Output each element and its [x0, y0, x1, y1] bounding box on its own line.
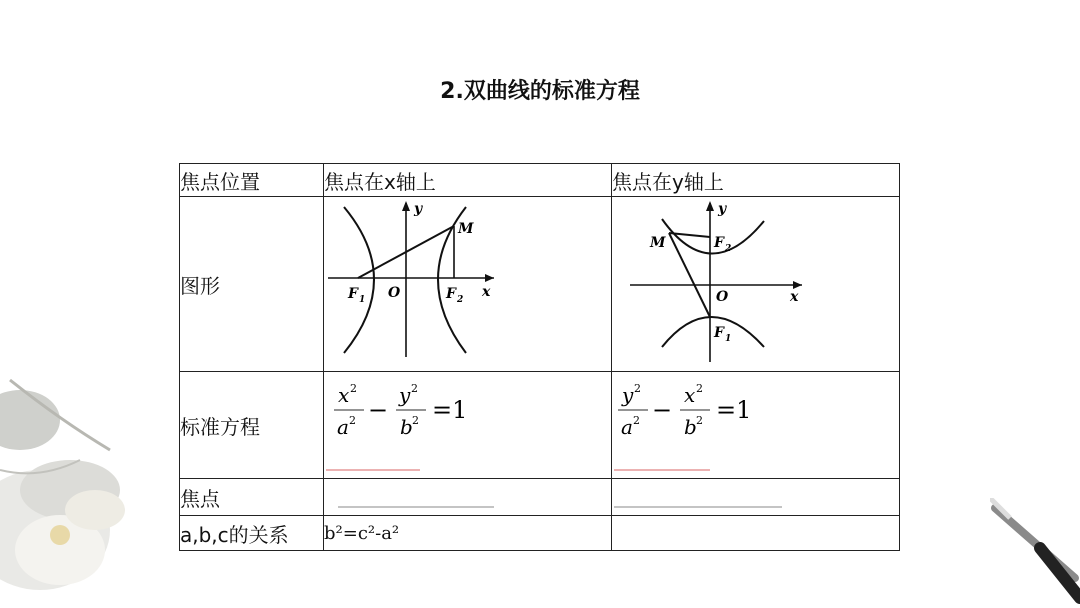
- figure-row: [180, 197, 900, 372]
- eq-num2: x: [684, 383, 696, 407]
- focus-F1-label: F: [348, 286, 358, 302]
- eq-minus: −: [652, 396, 673, 424]
- equation-y-axis-cell: [612, 372, 900, 479]
- y-axis-arrow: [706, 201, 714, 211]
- hyperbola-y-axis-figure: [612, 197, 899, 367]
- focus-F2-label: F: [446, 286, 456, 302]
- point-M-label: M: [650, 235, 666, 251]
- eq-num2: y: [399, 383, 411, 407]
- eq-den2-exp: 2: [696, 414, 703, 427]
- eq-num2-exp: 2: [696, 382, 703, 395]
- focus-F2-label: F: [714, 235, 724, 251]
- eq-num2-exp: 2: [411, 382, 418, 395]
- point-M-label: M: [458, 221, 474, 237]
- brush-decoration: [990, 498, 1080, 608]
- focus-x-axis-cell: [324, 479, 612, 516]
- eq-den2-exp: 2: [412, 414, 419, 427]
- hyperbola-table: [179, 163, 900, 551]
- table-header-row: [180, 164, 900, 197]
- eq-den1-exp: 2: [349, 414, 356, 427]
- eq-num1: y: [622, 383, 634, 407]
- equation-y-axis: [612, 372, 899, 474]
- focus-label: 焦点: [180, 479, 324, 516]
- focus-F2-subscript: 2: [725, 244, 732, 254]
- x-axis-label: x: [482, 284, 491, 300]
- focus-F1-label: F: [714, 325, 724, 341]
- eq-num1-exp: 2: [350, 382, 357, 395]
- origin-label: O: [716, 289, 729, 305]
- eq-den1: a: [337, 415, 349, 439]
- equation-x-axis: [324, 372, 611, 474]
- eq-den1: a: [621, 415, 633, 439]
- equation-label: 标准方程: [180, 372, 324, 479]
- hyperbola-x-axis-figure: [324, 197, 611, 367]
- page-title: 2.双曲线的标准方程: [440, 79, 640, 104]
- eq-equals-one: =1: [432, 396, 468, 424]
- origin-label: O: [388, 285, 401, 301]
- focus-y-axis-blank: [612, 479, 899, 511]
- equation-x-axis-cell: [324, 372, 612, 479]
- focus-row: [180, 479, 900, 516]
- eq-den1-exp: 2: [633, 414, 640, 427]
- y-axis-arrow: [402, 201, 410, 211]
- eq-equals-one: =1: [716, 396, 752, 424]
- eq-num1-exp: 2: [634, 382, 641, 395]
- y-axis-label: y: [414, 201, 423, 217]
- header-focus-x-axis: 焦点在x轴上: [324, 164, 612, 197]
- left-branch: [344, 207, 374, 353]
- x-axis-label: x: [790, 289, 799, 305]
- eq-num1: x: [338, 383, 350, 407]
- header-focus-position: 焦点位置: [180, 164, 324, 197]
- eq-den2: b: [684, 415, 697, 439]
- relation-empty-cell: [612, 516, 900, 551]
- figure-x-axis-cell: [324, 197, 612, 372]
- relation-value: b²=c²-a²: [324, 516, 612, 551]
- lower-branch: [662, 317, 764, 347]
- focus-F1-subscript: 1: [725, 334, 732, 344]
- focus-y-axis-cell: [612, 479, 900, 516]
- eq-minus: −: [368, 396, 389, 424]
- relation-label: a,b,c的关系: [180, 516, 324, 551]
- header-focus-y-axis: 焦点在y轴上: [612, 164, 900, 197]
- focus-F2-subscript: 2: [457, 295, 464, 305]
- x-axis-arrow: [485, 274, 494, 282]
- equation-row: [180, 372, 900, 479]
- focus-F1-subscript: 1: [359, 295, 366, 305]
- focus-x-axis-blank: [324, 479, 611, 511]
- relation-row: [180, 516, 900, 551]
- y-axis-label: y: [718, 201, 727, 217]
- eq-den2: b: [400, 415, 413, 439]
- figure-label: 图形: [180, 197, 324, 372]
- x-axis-arrow: [793, 281, 802, 289]
- figure-y-axis-cell: [612, 197, 900, 372]
